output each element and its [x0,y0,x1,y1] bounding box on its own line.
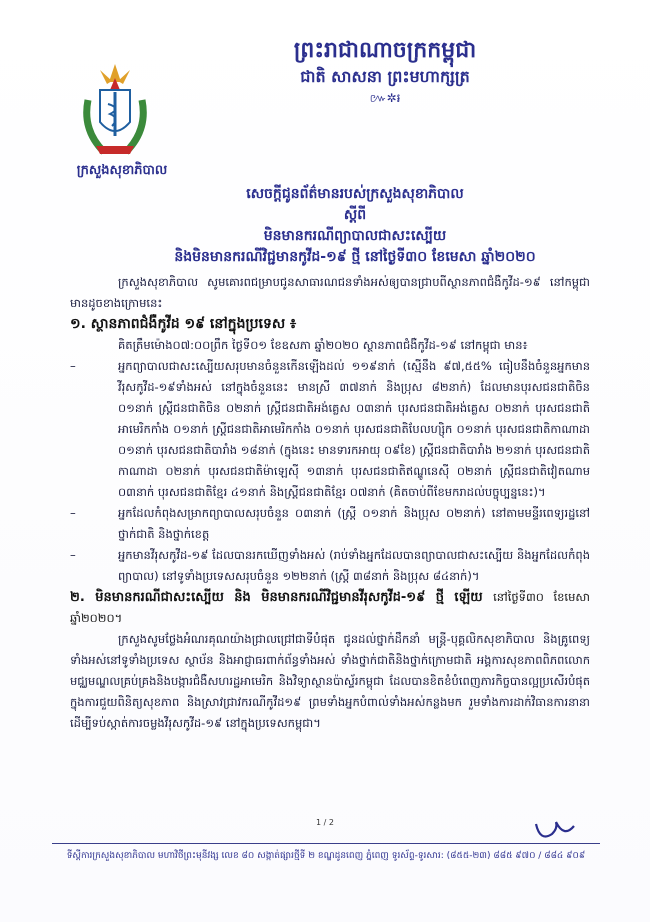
ministry-name: ក្រសួងសុខាភិបាល [76,163,168,178]
document-title [120,184,590,268]
ministry-logo-icon [74,60,156,160]
section-1-lead: គិតត្រឹមម៉ោង០៧:០០ព្រឹក ថ្ងៃទី០១ ខែឧសភា ឆ្នាំ២០២០ ស្ថានភាពជំងឺកូវីដ-១៩ នៅកម្ពុជា មាន៖ [118,338,528,352]
footer-address: ទីស្តីការក្រសួងសុខាភិបាល មហាវិថីព្រះមុនីវង្ស លេខ ៨០ សង្កាត់ផ្សារថ្មីទី ២ ខណ្ឌដូនពេញ ភ្នំពេញ ទូរស័ព្ទ-ទូរសារ: (៨៥៥-២៣) ៨៨៥ ៩៧០ / ៨៨៤ ៩០៩ [66,851,586,861]
title-line-4: និងមិនមានករណីវិជ្ជមានកូវីដ-១៩ ថ្មី នៅថ្ងៃទី៣០ ខែមេសា ឆ្នាំ២០២០ [174,249,536,265]
title-line-3: មិនមានករណីព្យាបាលជាសះស្បើយ [263,228,447,244]
ornament-divider: ៚✲៛ [369,91,401,105]
dash-marker: – [70,506,76,520]
list-item [70,545,590,587]
footer-divider [52,843,600,844]
recovered-summary: អ្នកព្យាបាលជាសះស្បើយសរុបមានចំនួនកើនឡើងដល់ ១១៩នាក់ (ស្មើនឹង ៩៧,៥៥% ធៀបនឹងចំនួនអ្នកមានវីរុសកូវីដ-១៩ទាំងអស់ នៅក្នុងចំនួននេះ មានស្រី ៣៧នាក់ និងប្រុស ៨២នាក់) ដែលមានបុរសជនជាតិចិន ០១នាក់ ស្ត្រីជនជាតិចិន ០២នាក់ ស្ត្រីជនជាតិអង់គ្លេស ០៣នាក់ បុរសជនជាតិអង់គ្លេស ០២នាក់ បុរសជនជាតិអាមេរិកកាំង ០១នាក់ ស្ត្រីជនជាតិអាមេរិកកាំង ០១នាក់ បុរសជនជាតិបែលហ្ស៊ិក ០១នាក់ បុរសជនជាតិកាណាដា ០១នាក់ បុរសជនជាតិបារាំង ១៨នាក់ (ក្នុងនេះ មានទារកអាយុ ០៩ខែ) ស្ត្រីជនជាតិបារាំង ២១នាក់ បុរសជនជាតិកាណាដា ០២នាក់ បុរសជនជាតិម៉ាឡេស៊ី ១៣នាក់ បុរសជនជាតិឥណ្ឌូនេស៊ី ០២នាក់ ស្ត្រីជនជាតិវៀតណាម ០៣នាក់ បុរសជនជាតិខ្មែរ ៤១នាក់ និងស្ត្រីជនជាតិខ្មែរ ០៧នាក់ (គិតចាប់ពីខែមករាដល់បច្ចុប្បន្ននេះ)។ [118,359,590,499]
section-2-heading [70,587,590,629]
dash-marker: – [70,548,76,562]
page-number: 1 / 2 [316,818,334,827]
signature-initial-icon [530,816,580,844]
dash-marker: – [70,359,76,373]
section-2-heading-text: ២. មិនមានករណីជាសះស្បើយ និង មិនមានករណីវិជ្ជមានវីរុសកូវីដ-១៩ ថ្មី ឡើយ [70,590,483,605]
section-1-heading: ១. ស្ថានភាពជំងឺកូវីដ ១៩ នៅក្នុងប្រទេស ៖ [70,316,297,332]
title-line-1: សេចក្តីជូនព័ត៌មានរបស់ក្រសួងសុខាភិបាល [246,186,464,202]
under-treatment-summary: អ្នកដែលកំពុងសម្រាកព្យាបាលសរុបចំនួន ០៣នាក់ (ស្ត្រី ០១នាក់ និងប្រុស ០២នាក់) នៅតាមមន្ទីរពេទ្យរដ្ឋនៅថ្នាក់ជាតិ និងថ្នាក់ខេត្ត [118,506,590,541]
section-2-heading-date: នៅថ្ងៃទី៣០ ខែមេសា ឆ្នាំ២០២០។ [70,590,590,625]
document-body [70,272,590,734]
intro-paragraph: ក្រសួងសុខាភិបាល សូមគោរពជម្រាបជូនសាធារណជនទាំងអស់ឲ្យបានជ្រាបពីស្ថានភាពជំងឺកូវីដ-១៩ នៅកម្ពុជា មានដូចខាងក្រោមនេះ [70,275,590,310]
list-item [70,356,590,503]
list-item [70,503,590,545]
title-line-2: ស្តីពី [343,207,367,223]
national-motto: ជាតិ សាសនា ព្រះមហាក្សត្រ [300,67,470,86]
acknowledgement-paragraph: ក្រសួងសូមថ្លែងអំណរគុណយ៉ាងជ្រាលជ្រៅជាទីបំផុត ជូនដល់ថ្នាក់ដឹកនាំ មន្ត្រី-បុគ្គលិកសុខាភិបាល និងគ្រូពេទ្យទាំងអស់នៅទូទាំងប្រទេស ស្ថាប័ន និងអាជ្ញាធរពាក់ព័ន្ធទាំងអស់ ទាំងថ្នាក់ជាតិនិងថ្នាក់ក្រោមជាតិ អង្គការសុខភាពពិភពលោក មជ្ឈមណ្ឌលគ្រប់គ្រងនិងបង្ការជំងឺសហរដ្ឋអាមេរិក និងវិទ្យាស្ថានប៉ាស្ទ័រកម្ពុជា ដែលបានខិតខំបំពេញភារកិច្ចបានល្អប្រសើរបំផុត ក្នុងការជួយពិនិត្យសុខភាព និងស្រាវជ្រាវករណីកូវីដ១៩ ព្រមទាំងអ្នកបំពាល់ទាំងអស់កន្លងមក រួមទាំងការដាក់វិធានការនានា ដើម្បីទប់ស្កាត់ការចម្លងវីរុសកូវីដ-១៩ នៅក្នុងប្រទេសកម្ពុជា។ [70,632,590,730]
total-cases-summary: អ្នកមានវីរុសកូវីដ-១៩ ដែលបានរកឃើញទាំងអស់ (រាប់ទាំងអ្នកដែលបានព្យាបាលជាសះស្បើយ និងអ្នកដែលកំពុងព្យាបាល) នៅទូទាំងប្រទេសសរុបចំនួន ១២២នាក់ (ស្ត្រី ៣៨នាក់ និងប្រុស ៨៤នាក់)។ [118,548,590,583]
kingdom-title: ព្រះរាជាណាចក្រកម្ពុជា [293,38,477,63]
